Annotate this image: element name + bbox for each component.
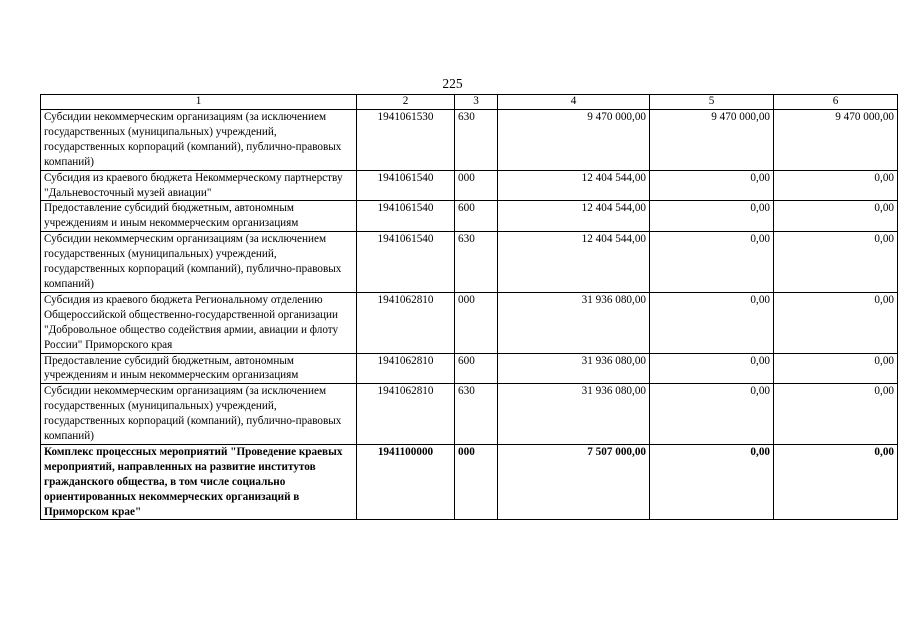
column-header: 4 <box>498 95 650 110</box>
table-row <box>41 201 898 232</box>
column-header: 6 <box>774 95 898 110</box>
row-amount-col4: 7 507 000,00 <box>498 444 650 520</box>
column-header: 2 <box>357 95 455 110</box>
row-expense-type: 600 <box>455 353 498 384</box>
row-description: Комплекс процессных мероприятий "Проведение краевых мероприятий, направленных на развитие институтов гражданского общества, в том числе социально ориентированных некоммерческих организаций в Приморском крае" <box>41 444 357 520</box>
row-amount-col5: 0,00 <box>650 384 774 445</box>
budget-table <box>40 94 898 520</box>
row-description: Субсидии некоммерческим организациям (за исключением государственных (муниципальных) учреждений, государственных корпораций (компаний), публично-правовых компаний) <box>41 110 357 171</box>
row-amount-col6: 0,00 <box>774 444 898 520</box>
row-description: Предоставление субсидий бюджетным, автономным учреждениям и иным некоммерческим организациям <box>41 201 357 232</box>
table-row <box>41 292 898 353</box>
row-amount-col4: 12 404 544,00 <box>498 201 650 232</box>
row-target-code: 1941061540 <box>357 201 455 232</box>
row-description: Субсидии некоммерческим организациям (за исключением государственных (муниципальных) учреждений, государственных корпораций (компаний), публично-правовых компаний) <box>41 232 357 293</box>
row-amount-col5: 0,00 <box>650 292 774 353</box>
table-row <box>41 384 898 445</box>
row-amount-col5: 0,00 <box>650 170 774 201</box>
row-expense-type: 600 <box>455 201 498 232</box>
row-amount-col6: 0,00 <box>774 201 898 232</box>
row-amount-col4: 12 404 544,00 <box>498 170 650 201</box>
row-amount-col4: 31 936 080,00 <box>498 292 650 353</box>
row-amount-col6: 0,00 <box>774 292 898 353</box>
row-target-code: 1941062810 <box>357 353 455 384</box>
table-row <box>41 444 898 520</box>
column-header: 5 <box>650 95 774 110</box>
row-amount-col4: 12 404 544,00 <box>498 232 650 293</box>
table-row <box>41 353 898 384</box>
row-expense-type: 630 <box>455 110 498 171</box>
column-header: 3 <box>455 95 498 110</box>
row-description: Субсидия из краевого бюджета Региональному отделению Общероссийской общественно-государственной организации "Добровольное общество содействия армии, авиации и флоту России" Приморского края <box>41 292 357 353</box>
row-amount-col6: 0,00 <box>774 232 898 293</box>
row-amount-col5: 0,00 <box>650 232 774 293</box>
table-row <box>41 232 898 293</box>
row-target-code: 1941062810 <box>357 384 455 445</box>
column-header: 1 <box>41 95 357 110</box>
row-amount-col4: 31 936 080,00 <box>498 353 650 384</box>
row-target-code: 1941062810 <box>357 292 455 353</box>
row-expense-type: 630 <box>455 232 498 293</box>
row-target-code: 1941061540 <box>357 232 455 293</box>
row-amount-col5: 0,00 <box>650 353 774 384</box>
row-target-code: 1941061540 <box>357 170 455 201</box>
row-expense-type: 000 <box>455 292 498 353</box>
row-expense-type: 000 <box>455 170 498 201</box>
row-description: Субсидия из краевого бюджета Некоммерческому партнерству "Дальневосточный музей авиации" <box>41 170 357 201</box>
row-amount-col5: 9 470 000,00 <box>650 110 774 171</box>
table-row <box>41 110 898 171</box>
header-row <box>41 95 898 110</box>
page-number: 225 <box>442 76 463 91</box>
row-amount-col6: 9 470 000,00 <box>774 110 898 171</box>
row-amount-col5: 0,00 <box>650 201 774 232</box>
row-amount-col6: 0,00 <box>774 384 898 445</box>
row-amount-col4: 9 470 000,00 <box>498 110 650 171</box>
row-target-code: 1941061530 <box>357 110 455 171</box>
row-description: Предоставление субсидий бюджетным, автономным учреждениям и иным некоммерческим организациям <box>41 353 357 384</box>
row-description: Субсидии некоммерческим организациям (за исключением государственных (муниципальных) учреждений, государственных корпораций (компаний), публично-правовых компаний) <box>41 384 357 445</box>
row-amount-col6: 0,00 <box>774 353 898 384</box>
row-amount-col6: 0,00 <box>774 170 898 201</box>
row-expense-type: 630 <box>455 384 498 445</box>
row-target-code: 1941100000 <box>357 444 455 520</box>
row-expense-type: 000 <box>455 444 498 520</box>
row-amount-col4: 31 936 080,00 <box>498 384 650 445</box>
table-row <box>41 170 898 201</box>
row-amount-col5: 0,00 <box>650 444 774 520</box>
